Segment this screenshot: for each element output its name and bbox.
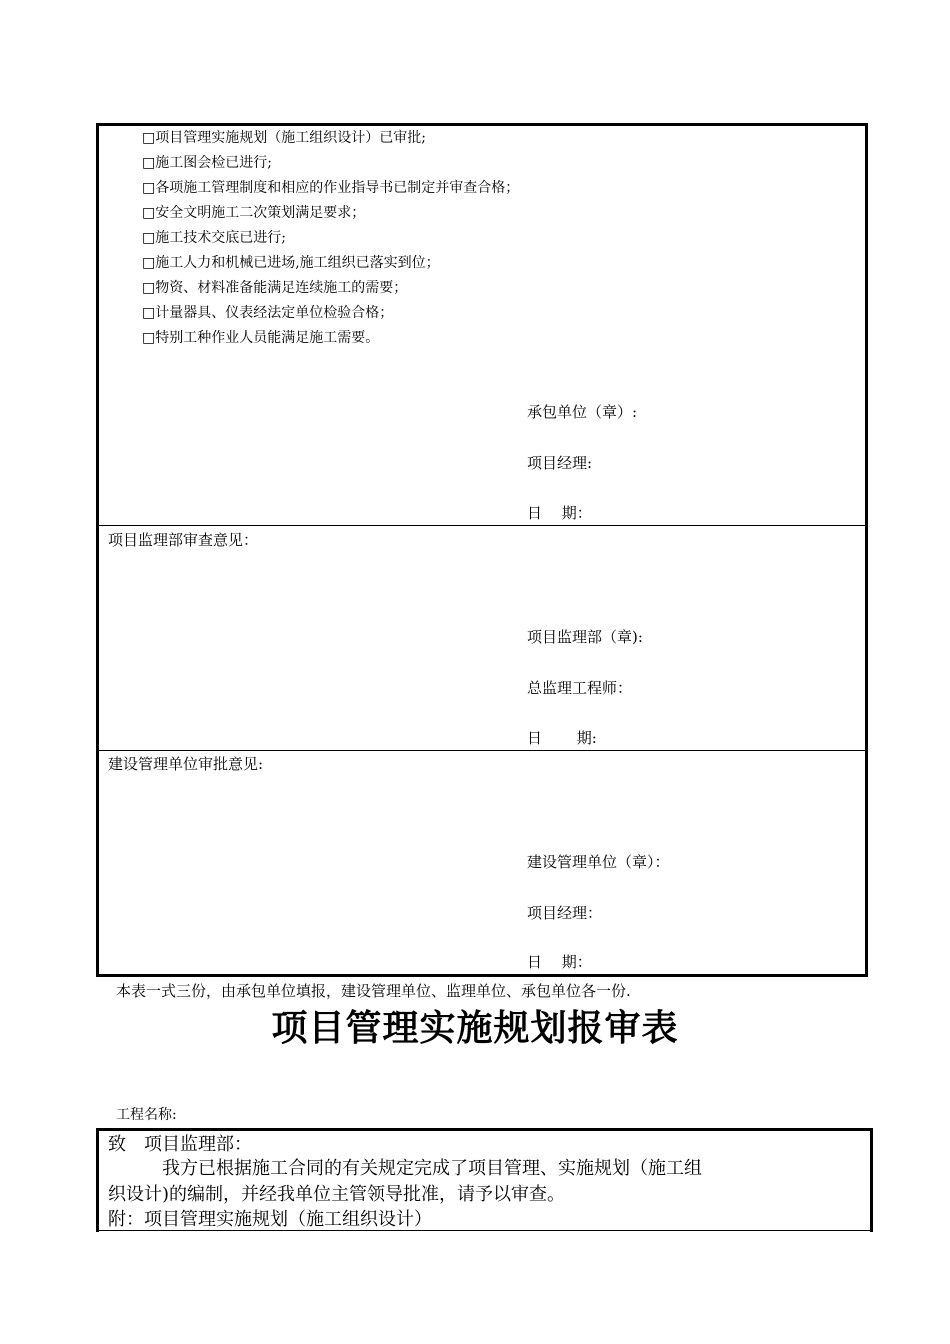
contractor-date-label: 日 期： [527,504,592,522]
supervision-date-label: 日 期: [527,729,597,747]
checklist-item[interactable]: □项目管理实施规划（施工组织设计）已审批; [142,130,426,146]
letter-body-line: 织设计)的编制，并经我单位主管领导批准，请予以审查。 [108,1184,566,1205]
form-title: 项目管理实施规划报审表 [271,1008,679,1049]
project-name-label: 工程名称: [116,1107,177,1123]
supervision-opinion-label: 项目监理部审查意见： [108,531,259,549]
checklist-item[interactable]: □施工人力和机械已进场,施工组织已落实到位； [142,255,440,271]
contractor-unit-label: 承包单位（章）: [527,403,638,421]
checklist-item[interactable]: □特别工种作业人员能满足施工需要。 [142,330,380,346]
checklist-item[interactable]: □安全文明施工二次策划满足要求； [142,205,366,221]
construction-unit-label: 建设管理单位（章）： [527,853,670,871]
checklist-item[interactable]: □施工技术交底已进行; [142,230,286,246]
checklist-item[interactable]: □物资、材料准备能满足连续施工的需要； [142,280,408,296]
letter-body-line: 我方已根据施工合同的有关规定完成了项目管理、实施规划（施工组 [108,1158,702,1179]
checklist-item[interactable]: □施工图会检已进行; [142,155,272,171]
approval-table [96,123,868,977]
supervision-unit-label: 项目监理部（章): [527,628,643,646]
construction-manager-label: 项目经理： [527,904,603,922]
checklist-item[interactable]: □计量器具、仪表经法定单位检验合格； [142,305,394,321]
table-divider [99,750,865,751]
table-divider [99,525,865,526]
letter-attachment: 附：项目管理实施规划（施工组织设计） [108,1209,432,1230]
construction-opinion-label: 建设管理单位审批意见: [108,755,264,773]
contractor-manager-label: 项目经理: [527,454,593,472]
letter-recipient: 致 项目监理部： [108,1134,252,1155]
copies-footnote: 本表一式三份，由承包单位填报，建设管理单位、监理单位、承包单位各一份. [116,982,631,1000]
chief-engineer-label: 总监理工程师： [527,679,633,697]
checklist-item[interactable]: □各项施工管理制度和相应的作业指导书已制定并审查合格； [142,180,520,196]
construction-date-label: 日 期： [527,953,592,971]
